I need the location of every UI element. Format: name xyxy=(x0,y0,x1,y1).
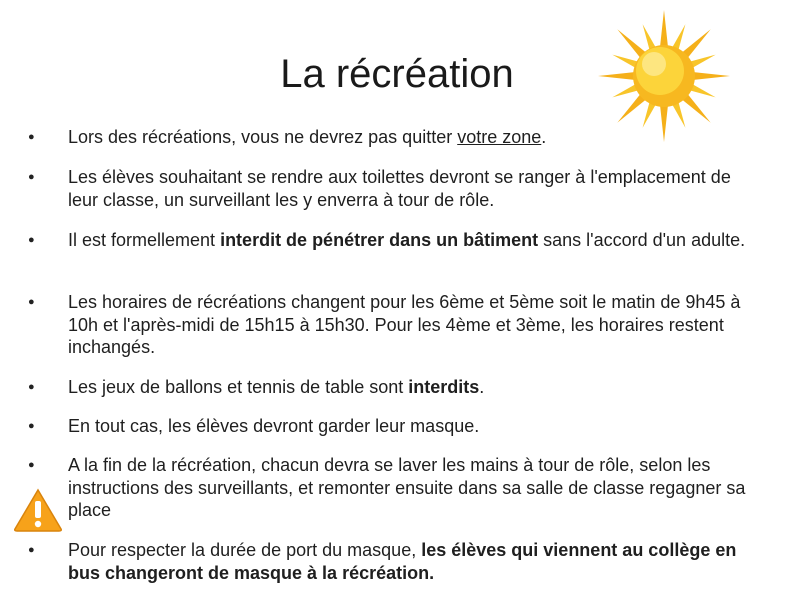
bullet-icon: ● xyxy=(28,420,35,432)
list-item: ● En tout cas, les élèves devront garder leur masque. xyxy=(28,416,480,436)
bullet-icon: ● xyxy=(28,459,35,471)
list-item: ● Pour respecter la durée de port du masque, les élèves qui viennent au collège en bus changeront de masque à la récréation. xyxy=(28,540,737,583)
sun-ray xyxy=(612,55,637,68)
sun-ray xyxy=(682,29,710,57)
sun-ray xyxy=(672,102,685,127)
bullet-icon: ● xyxy=(28,131,35,143)
sun-ray xyxy=(617,29,645,57)
bullet-icon: ● xyxy=(28,544,35,556)
page-title: La récréation xyxy=(280,52,514,96)
bold-text: interdits xyxy=(408,377,480,397)
sun-ray xyxy=(598,72,634,80)
list-item: ● Les élèves souhaitant se rendre aux toilettes devront se ranger à l'emplacement de leur classe, un surveillant les y enverra à tour de rôle. xyxy=(28,167,731,210)
list-item: ● A la fin de la récréation, chacun devra se laver les mains à tour de rôle, selon les instructions des surveillants, et remonter ensuite dans sa salle de classe regagner sa place xyxy=(28,455,746,520)
list-item: ● Les jeux de ballons et tennis de table sont interdits. xyxy=(28,377,485,397)
sun-ray xyxy=(612,84,637,97)
sun-ray xyxy=(672,24,685,49)
warning-icon xyxy=(13,488,63,532)
list-item: ● Lors des récréations, vous ne devrez pas quitter votre zone. xyxy=(28,127,547,147)
sun-ray xyxy=(643,102,656,127)
sun-ray xyxy=(682,94,710,122)
sun-ray xyxy=(660,10,668,46)
sun-icon xyxy=(596,8,732,144)
list-item: ● Il est formellement interdit de pénétrer dans un bâtiment sans l'accord d'un adulte. xyxy=(28,230,746,250)
sun-ray xyxy=(694,72,730,80)
bold-text: interdit de pénétrer dans un bâtiment xyxy=(220,230,539,250)
sun-ray xyxy=(690,55,715,68)
underlined-zone: votre zone xyxy=(457,127,542,147)
sun-ray xyxy=(690,84,715,97)
bullet-icon: ● xyxy=(28,381,35,393)
bullet-icon: ● xyxy=(28,234,35,246)
bullet-icon: ● xyxy=(28,296,35,308)
bold-text: les élèves qui viennent au collège en bus changeront de masque à la récréation. xyxy=(68,540,737,583)
sun-ray xyxy=(643,24,656,49)
bullet-icon: ● xyxy=(28,171,35,183)
list-item: ● Les horaires de récréations changent pour les 6ème et 5ème soit le matin de 9h45 à 10h et l'après-midi de 15h15 à 15h30. Pour les 4ème et 3ème, les horaires restent inchangés. xyxy=(28,292,741,357)
sun-ray xyxy=(617,94,645,122)
